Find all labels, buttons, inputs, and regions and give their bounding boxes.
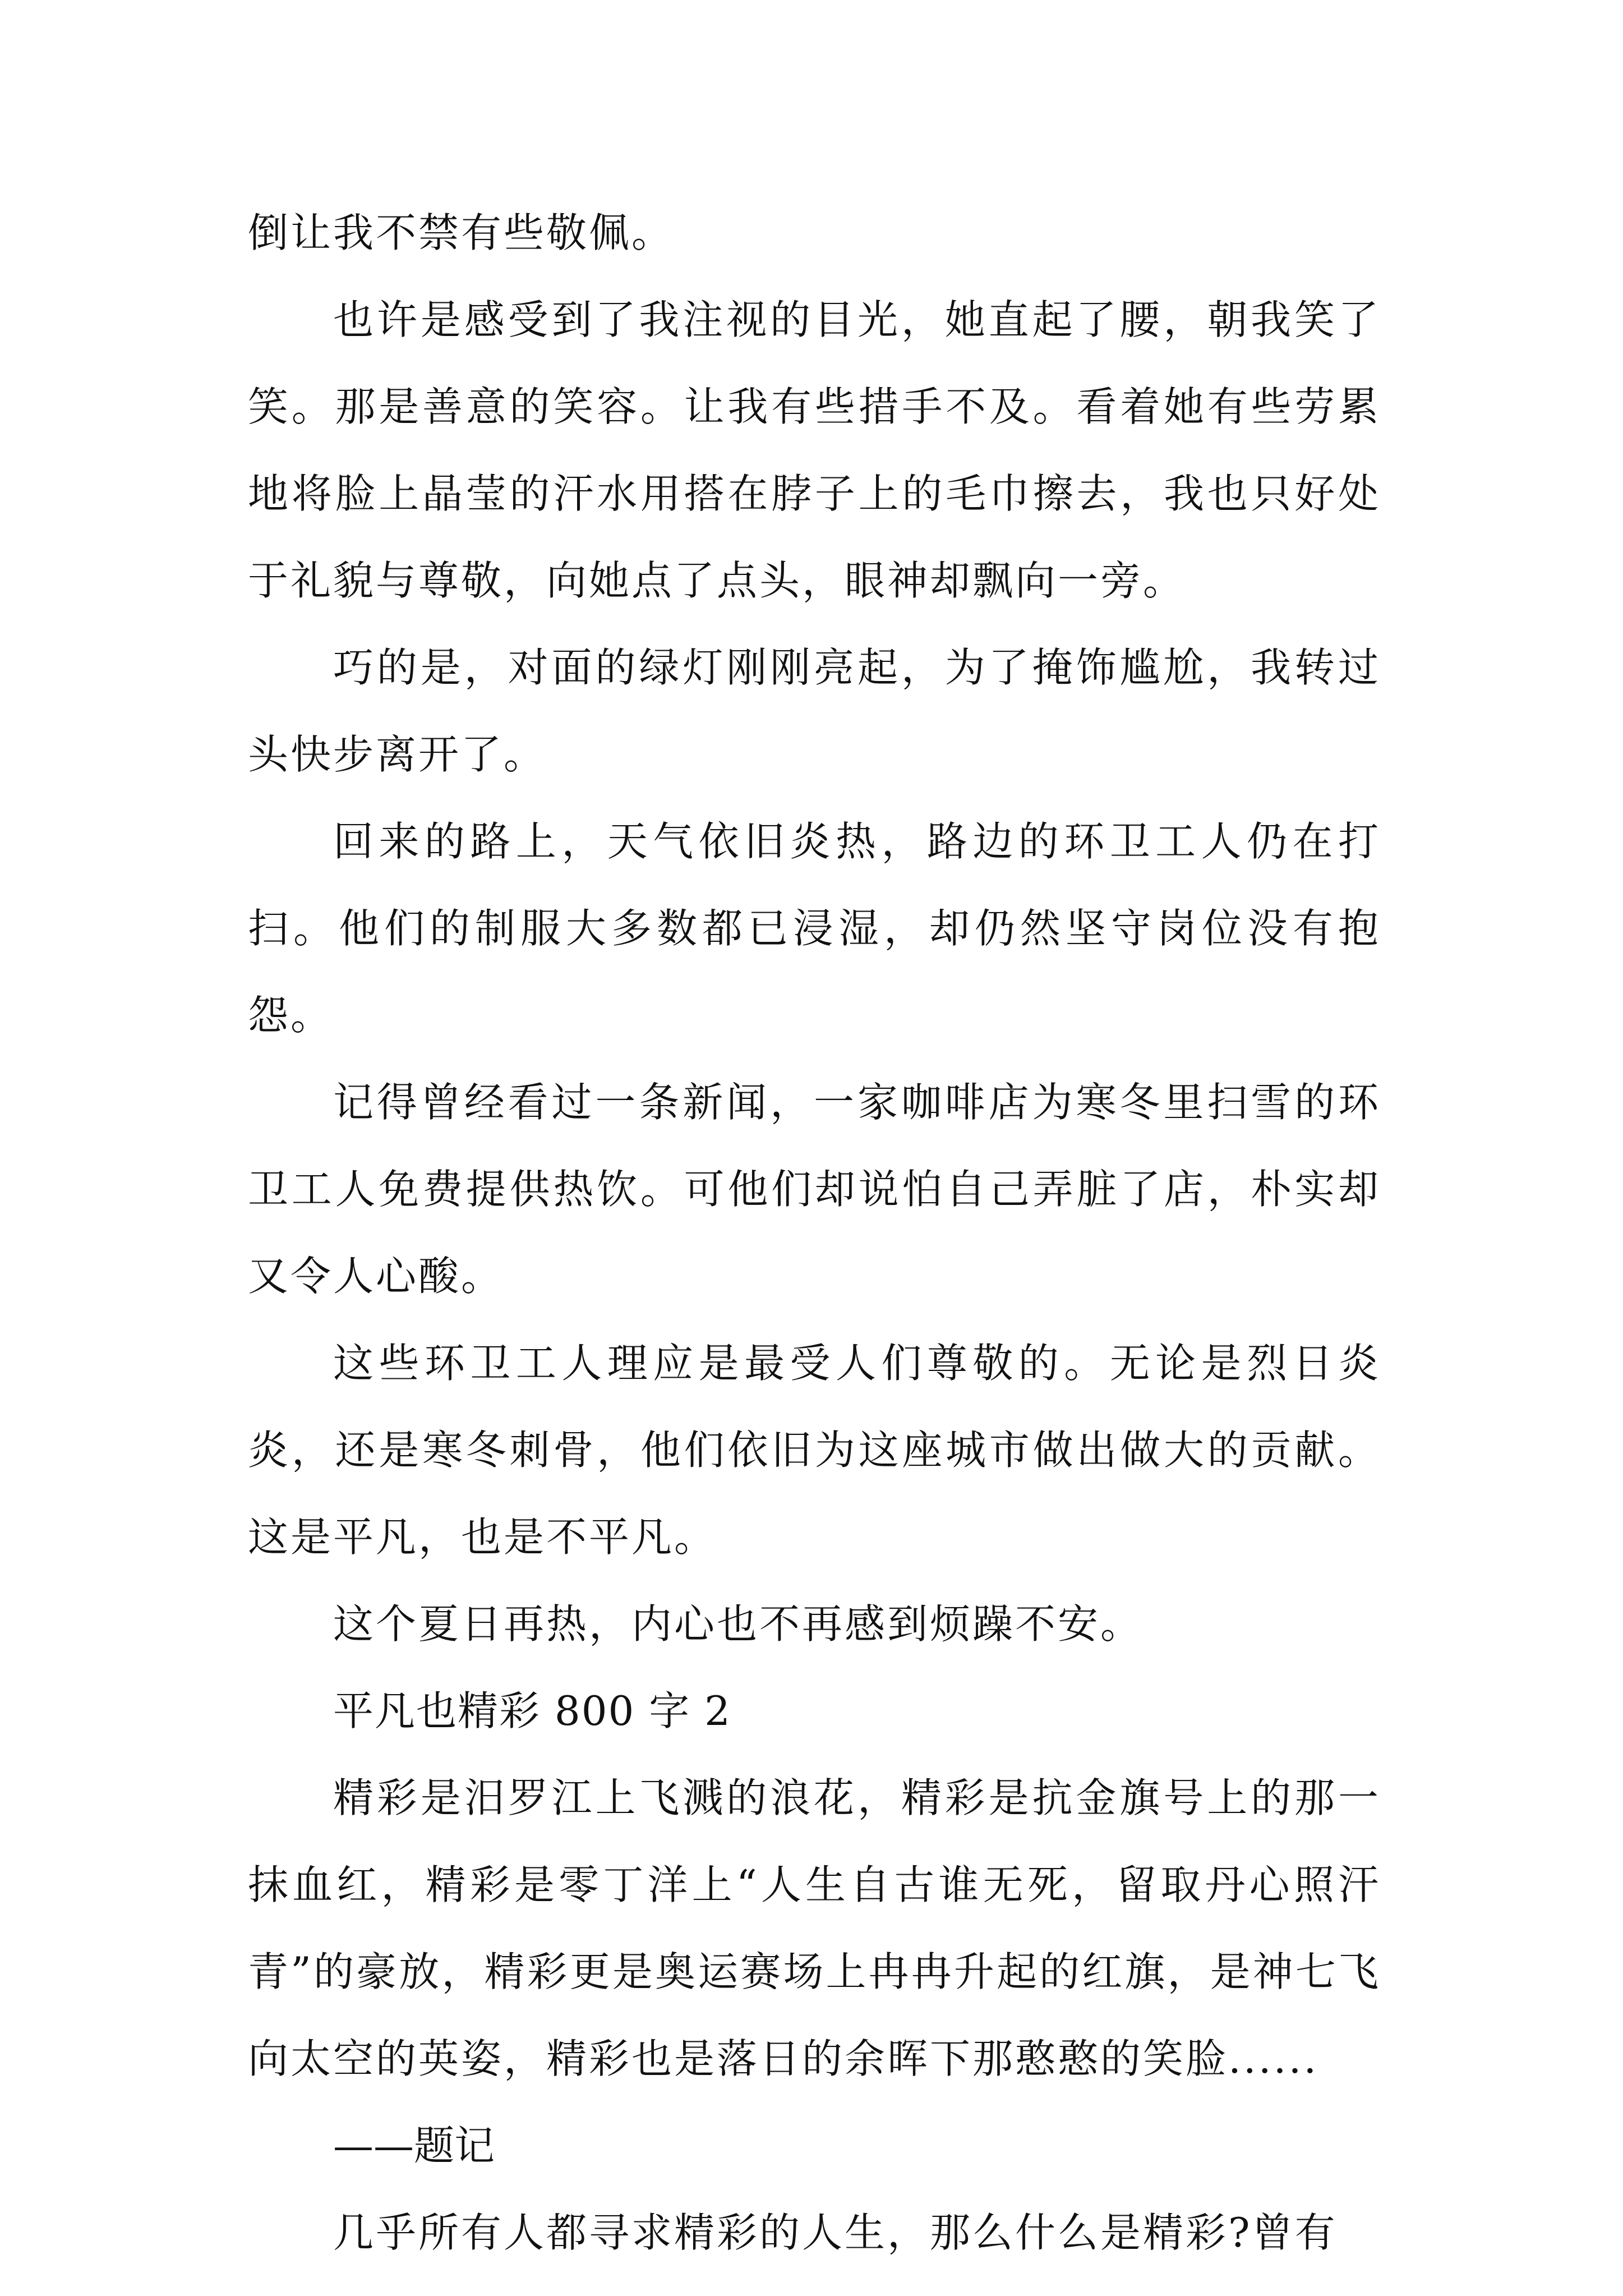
paragraph-3: 巧的是，对面的绿灯刚刚亮起，为了掩饰尴尬，我转过头快步离开了。 <box>248 644 1381 778</box>
epigraph-source: ——题记 <box>333 2122 495 2169</box>
paragraph-4: 回来的路上，天气依旧炎热，路边的环卫工人仍在打扫。他们的制服大多数都已浸湿，却仍然坚守岗位没有抱怨。 <box>248 818 1381 1039</box>
paragraph-1: 倒让我不禁有些敬佩。 <box>248 209 675 256</box>
paragraph-5: 记得曾经看过一条新闻，一家咖啡店为寒冬里扫雪的环卫工人免费提供热饮。可他们却说怕自己弄脏了店，朴实却又令人心酸。 <box>248 1079 1381 1300</box>
paragraph-2: 也许是感受到了我注视的目光，她直起了腰，朝我笑了笑。那是善意的笑容。让我有些措手不及。看着她有些劳累地将脸上晶莹的汗水用搭在脖子上的毛巾擦去，我也只好处于礼貌与尊敬，向她点了点头，眼神却飘向一旁。 <box>248 296 1381 604</box>
epigraph: 精彩是汨罗江上飞溅的浪花，精彩是抗金旗号上的那一抹血红，精彩是零丁洋上“人生自古谁无死，留取丹心照汗青”的豪放，精彩更是奥运赛场上冉冉升起的红旗，是神七飞向太空的英姿，精彩也是落日的余晖下那憨憨的笑脸...... <box>248 1774 1381 2082</box>
paragraph-last: 几乎所有人都寻求精彩的人生，那么什么是精彩?曾有 <box>333 2209 1338 2256</box>
paragraph-6: 这些环卫工人理应是最受人们尊敬的。无论是烈日炎炎，还是寒冬刺骨，他们依旧为这座城市做出做大的贡献。这是平凡，也是不平凡。 <box>248 1340 1381 1561</box>
section-title: 平凡也精彩 800 字 2 <box>333 1687 731 1734</box>
paragraph-7: 这个夏日再热，内心也不再感到烦躁不安。 <box>333 1600 1144 1648</box>
document-page <box>248 190 1381 2276</box>
